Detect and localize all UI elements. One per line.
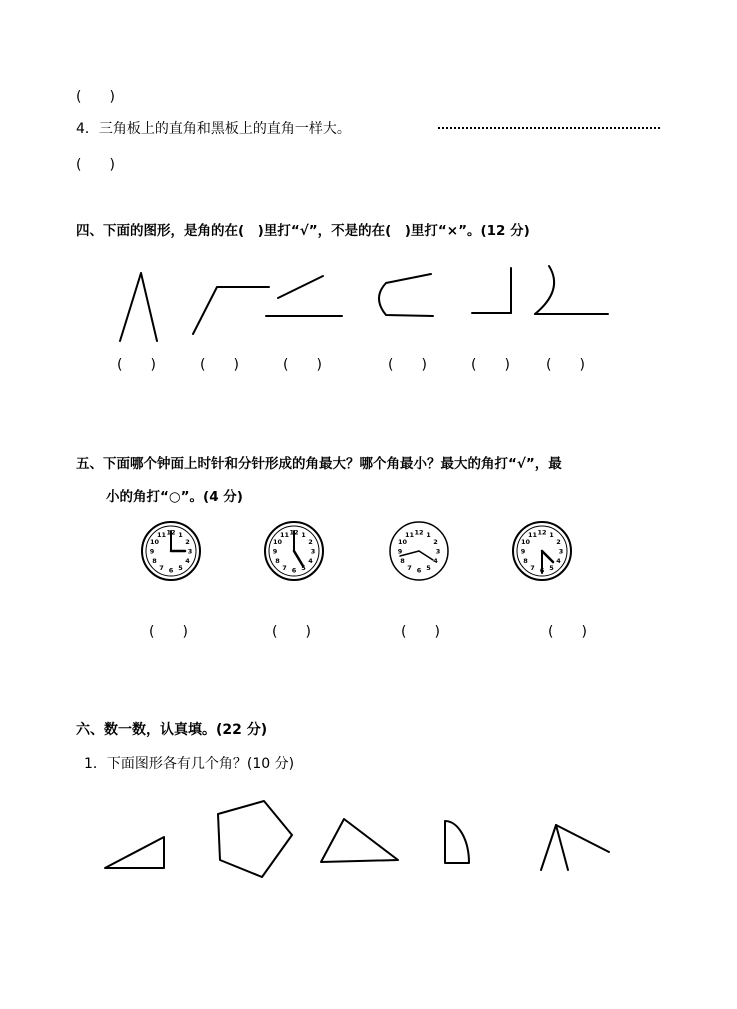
paren-blank[interactable]: ( ): [117, 357, 156, 373]
clock-2-numeral: 3: [310, 547, 316, 556]
clock-3-numeral: 2: [433, 537, 438, 546]
clock-3-numeral: 12: [414, 528, 424, 537]
clock-3-numeral: 11: [404, 530, 415, 539]
clock-4-numeral: 5: [549, 563, 554, 572]
clock-3-numeral: 10: [397, 537, 408, 546]
clock-3-numeral: 5: [426, 563, 431, 572]
paren-blank[interactable]: ( ): [388, 357, 427, 373]
clock-2-numeral: 7: [282, 563, 287, 572]
clock-2-numeral: 2: [308, 537, 313, 546]
clock-1-numeral: 7: [159, 563, 164, 572]
paren-blank[interactable]: ( ): [471, 357, 510, 373]
angle-figure-5: [472, 268, 511, 313]
paren-blank[interactable]: ( ): [401, 624, 440, 640]
paren-blank[interactable]: ( ): [272, 624, 311, 640]
angle-figure-4: [379, 274, 433, 316]
count-figure-4: [445, 821, 469, 863]
paren-blank[interactable]: ( ): [76, 157, 115, 173]
clock-1-numeral: 6: [168, 566, 174, 575]
clock-3-numeral: 1: [426, 530, 431, 539]
section-5-title-line1: 五、下面哪个钟面上时针和分针形成的角最大？哪个角最小？最大的角打“√”，最: [76, 456, 562, 472]
clock-1-numeral: 9: [149, 547, 155, 556]
paren-blank[interactable]: ( ): [283, 357, 322, 373]
clock-1-numeral: 1: [178, 530, 183, 539]
clock-4-numeral: 6: [539, 566, 545, 575]
paren-blank[interactable]: ( ): [200, 357, 239, 373]
clock-2-numeral: 11: [279, 530, 290, 539]
clock-4-numeral: 10: [520, 537, 531, 546]
clock-1-numeral: 11: [156, 530, 167, 539]
clock-3-numeral: 3: [435, 547, 441, 556]
section-6-title: 六、数一数，认真填。(22 分): [76, 722, 268, 738]
clock-2-numeral: 9: [272, 547, 278, 556]
clock-3-numeral: 7: [407, 563, 412, 572]
clock-1-numeral: 10: [149, 537, 160, 546]
clock-4-numeral: 7: [530, 563, 535, 572]
clock-2-numeral: 8: [275, 556, 280, 565]
count-figure-5: [541, 825, 609, 870]
count-figure-2: [218, 801, 292, 877]
clock-3-numeral: 6: [416, 566, 422, 575]
clock-2-numeral: 6: [291, 566, 297, 575]
clock-1-numeral: 4: [185, 556, 190, 565]
paren-blank[interactable]: ( ): [149, 624, 188, 640]
clock-2-numeral: 5: [301, 563, 306, 572]
clock-4-numeral: 9: [520, 547, 526, 556]
angle-figure-1: [120, 273, 157, 341]
paren-blank[interactable]: ( ): [546, 357, 585, 373]
count-figure-3: [321, 819, 398, 862]
angle-figure-6: [535, 266, 608, 314]
clock-2-numeral: 4: [308, 556, 313, 565]
clock-3-numeral: 9: [397, 547, 403, 556]
clock-4-numeral: 1: [549, 530, 554, 539]
clock-2-numeral: 12: [289, 528, 299, 537]
count-figure-1: [105, 837, 164, 868]
clock-4-numeral: 4: [556, 556, 561, 565]
clock-4-numeral: 12: [537, 528, 547, 537]
paren-blank[interactable]: ( ): [548, 624, 587, 640]
clock-2-numeral: 1: [301, 530, 306, 539]
section-5-title-line2: 小的角打“○”。(4 分): [106, 489, 243, 505]
clock-3-numeral: 4: [433, 556, 438, 565]
clock-1-numeral: 2: [185, 537, 190, 546]
clock-1-numeral: 8: [152, 556, 157, 565]
paren-blank[interactable]: ( ): [76, 89, 115, 105]
clock-3-numeral: 8: [400, 556, 405, 565]
section-6-subquestion-1: 1．下面图形各有几个角？(10 分): [84, 756, 295, 772]
angle-figure-2: [193, 287, 269, 334]
question-4-text: 4．三角板上的直角和黑板上的直角一样大。: [76, 121, 351, 137]
clock-4-numeral: 8: [523, 556, 528, 565]
clock-4-numeral: 3: [558, 547, 564, 556]
clock-4-numeral: 2: [556, 537, 561, 546]
clock-1-numeral: 5: [178, 563, 183, 572]
clock-4-numeral: 11: [527, 530, 538, 539]
clock-1-numeral: 12: [166, 528, 176, 537]
section-4-title: 四、下面的图形，是角的在( )里打“√”，不是的在( )里打“×”。(12 分): [76, 223, 530, 239]
angle-figure-3: [266, 276, 342, 316]
clock-1-numeral: 3: [187, 547, 193, 556]
clock-2-numeral: 10: [272, 537, 283, 546]
